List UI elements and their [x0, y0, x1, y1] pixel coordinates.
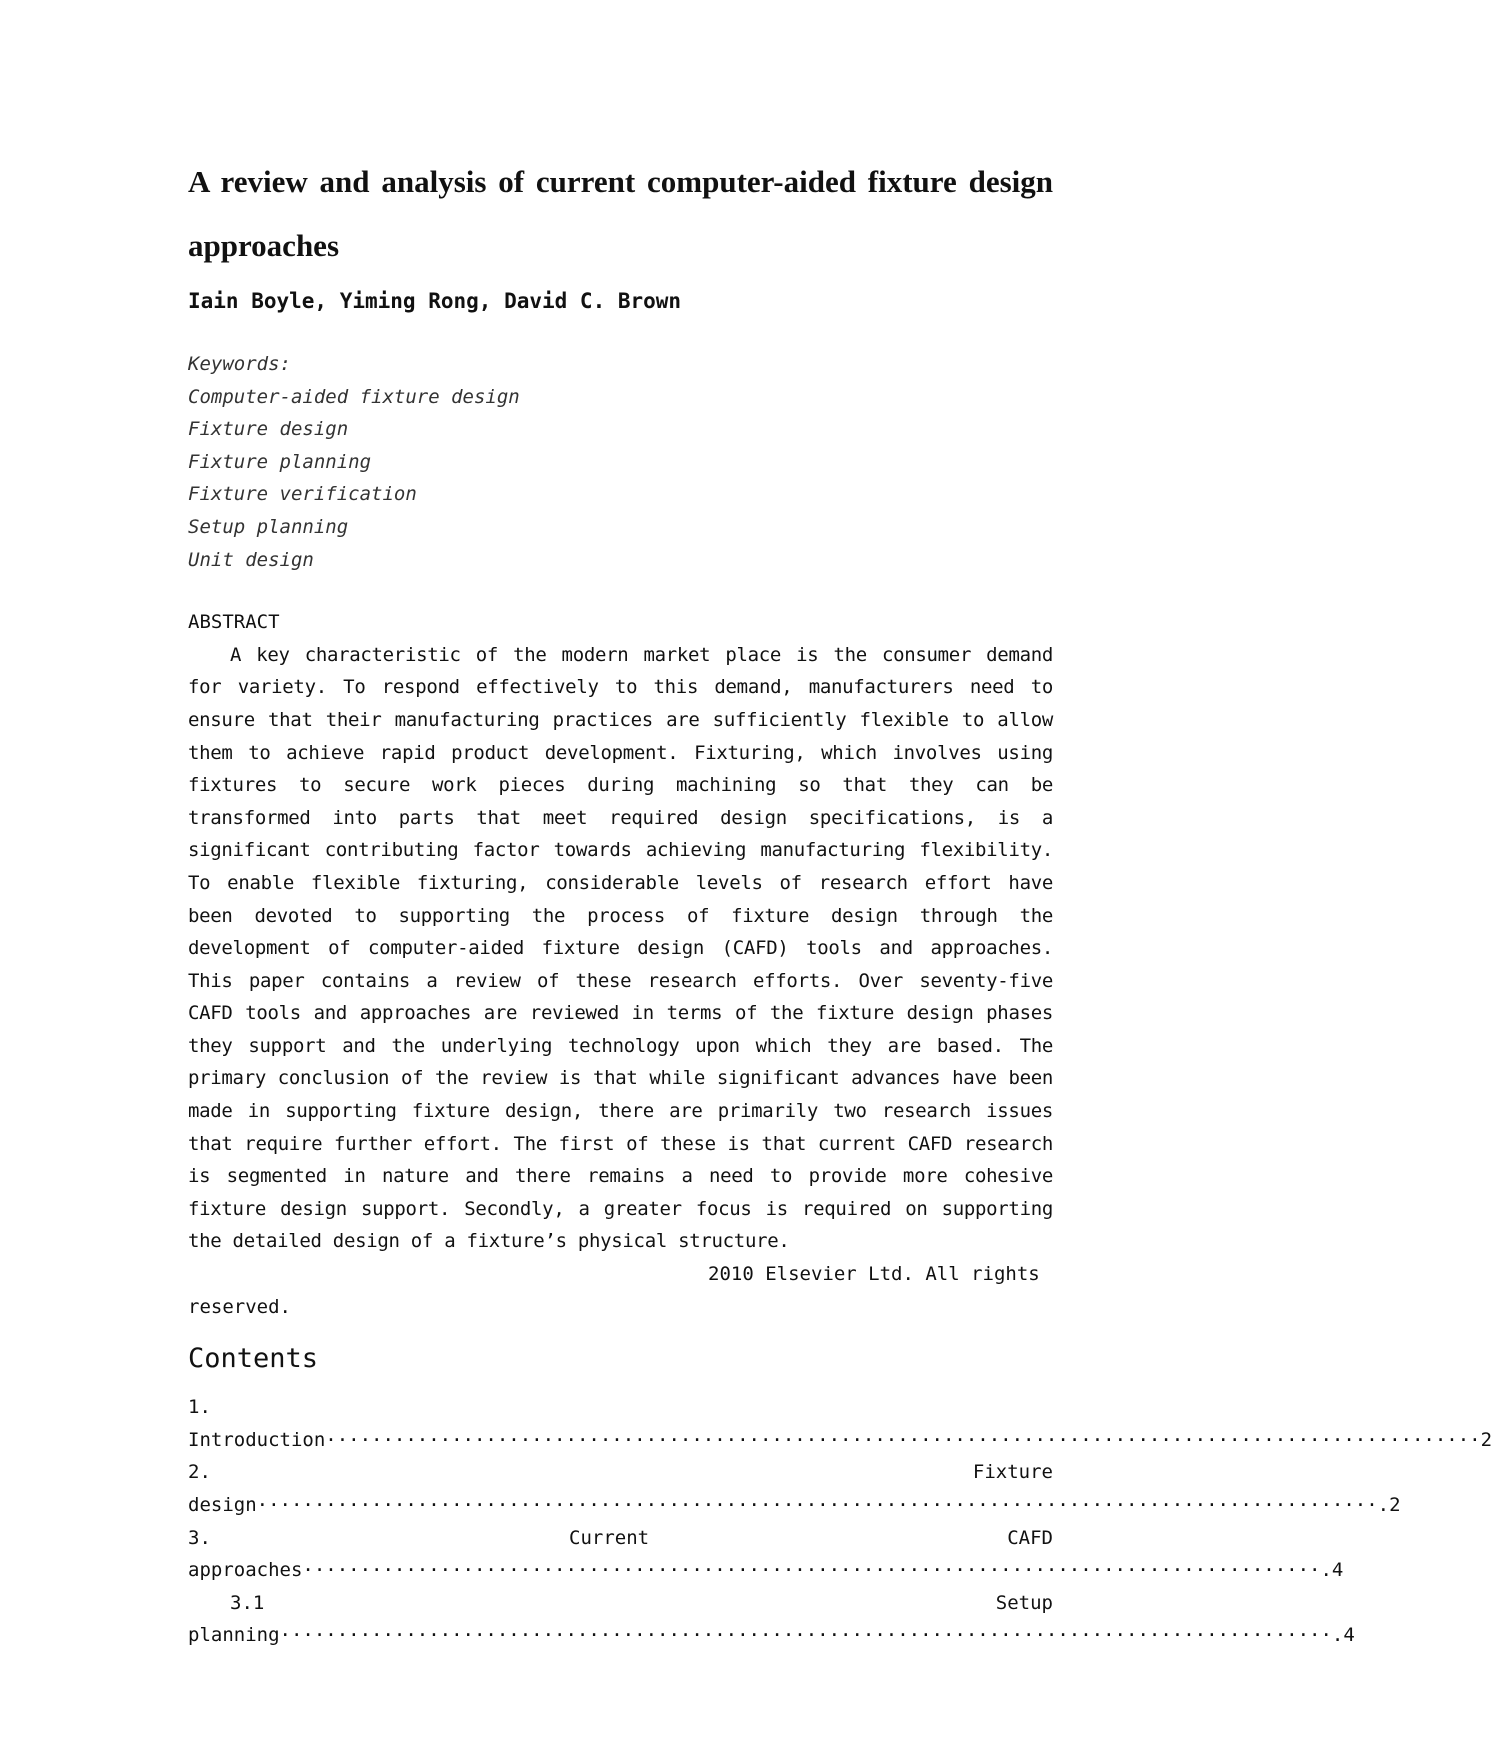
- paper-title: A review and analysis of current computer-aided fixture design approaches: [188, 164, 1053, 263]
- toc-entry-number-line: [188, 1587, 1053, 1620]
- toc-number: 3.1: [230, 1591, 265, 1614]
- keyword-item: Computer-aided fixture design: [188, 385, 520, 408]
- toc-title-mid: Current: [569, 1526, 650, 1549]
- toc-number: 1.: [188, 1396, 211, 1419]
- toc-leader-dots: ·························································································: [302, 1559, 1321, 1582]
- toc-page: .4: [1331, 1624, 1355, 1647]
- copyright-tail: reserved.: [188, 1295, 291, 1318]
- toc-number: 3.: [188, 1526, 211, 1549]
- toc-page: 2: [1480, 1428, 1492, 1451]
- toc-title-head: CAFD: [1007, 1526, 1053, 1549]
- contents-heading: Contents: [188, 1343, 319, 1375]
- keywords-label: Keywords:: [188, 353, 291, 375]
- toc-entry-current-cafd-approaches[interactable]: [188, 1554, 1344, 1587]
- abstract-text: A key characteristic of the modern market place is the consumer demand for variety. To respond effectively to this demand, manufacturers need to ensure that their manufacturing practices are sufficiently flexible to allow them to achieve rapid product development. Fixturing, which involves using fixtures to secure work pieces during machining so that they can be transformed into parts that meet required design specifications, is a significant contributing factor towards achieving manufacturing flexibility. To enable flexible fixturing, considerable levels of research effort have been devoted to supporting the process of fixture design through the development of computer-aided fixture design (CAFD) tools and approaches. This paper contains a review of these research efforts. Over seventy-five CAFD tools and approaches are reviewed in terms of the fixture design phases they support and the underlying technology upon which they are based. The primary conclusion of the review is that while significant advances have been made in supporting fixture design, there are primarily two research issues that require further effort. The first of these is that current CAFD research is segmented in nature and there remains a need to provide more cohesive fixture design support. Secondly, a greater focus is required on supporting the detailed design of a fixture’s physical structure.: [188, 643, 1053, 1253]
- abstract-heading: ABSTRACT: [188, 611, 280, 634]
- toc-title-head: Setup: [995, 1591, 1053, 1614]
- table-of-contents: [188, 1391, 1492, 1652]
- keywords-block: [188, 348, 1053, 576]
- keyword-item: Unit design: [188, 548, 314, 571]
- toc-title: planning: [188, 1624, 280, 1647]
- keyword-item: Fixture planning: [188, 450, 372, 473]
- toc-entry-setup-planning[interactable]: [188, 1619, 1355, 1652]
- author-list: Iain Boyle, Yiming Rong, David C. Brown: [188, 289, 682, 313]
- toc-entry-fixture-design[interactable]: [188, 1489, 1401, 1522]
- toc-title: approaches: [188, 1559, 303, 1582]
- copyright-notice: [188, 1258, 1053, 1291]
- keyword-item: Fixture design: [188, 418, 349, 441]
- toc-page: .2: [1377, 1494, 1401, 1516]
- toc-title-head: Fixture: [972, 1461, 1053, 1484]
- toc-leader-dots: ··································································································: [256, 1494, 1378, 1516]
- toc-entry-number-line: [188, 1456, 1053, 1489]
- toc-title: design: [188, 1494, 257, 1516]
- toc-page: .4: [1320, 1559, 1344, 1582]
- toc-entry-introduction[interactable]: [188, 1424, 1492, 1457]
- keyword-item: Fixture verification: [188, 483, 417, 506]
- toc-entry-number-line: [188, 1522, 1053, 1555]
- keyword-item: Setup planning: [188, 515, 349, 538]
- paper-page: [188, 150, 1492, 1652]
- toc-leader-dots: ····························································································: [279, 1624, 1332, 1647]
- toc-number: 2.: [188, 1461, 211, 1484]
- copyright-line: 2010 Elsevier Ltd. All rights: [708, 1263, 1040, 1286]
- toc-entry-number-line: [188, 1391, 1053, 1424]
- toc-leader-dots: ·····································································································: [325, 1428, 1481, 1451]
- toc-title: Introduction: [188, 1428, 326, 1451]
